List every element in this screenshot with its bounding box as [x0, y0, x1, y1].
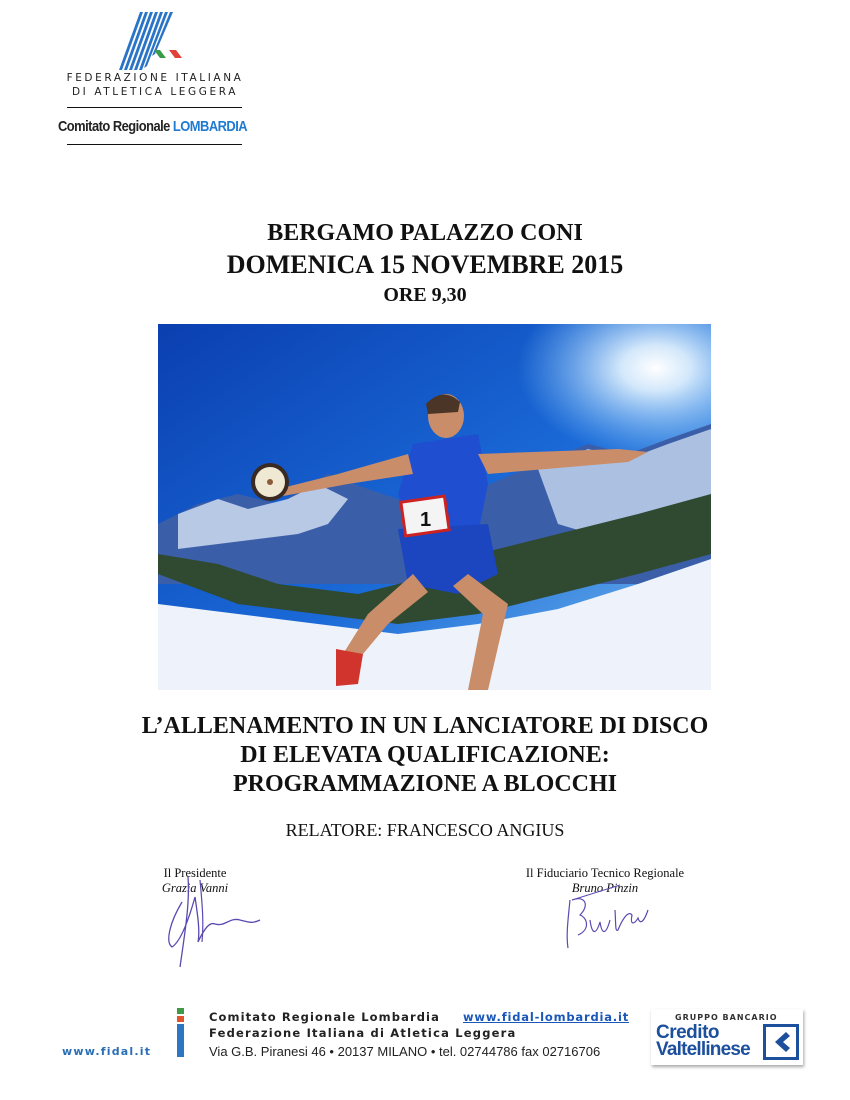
- president-role: Il Presidente: [163, 866, 227, 880]
- president-name: Grazia Vanni: [161, 881, 229, 895]
- event-time: ORE 9,30: [383, 284, 467, 306]
- footer-blue-bar-icon: [177, 1024, 184, 1057]
- federation-name-line1: FEDERAZIONE ITALIANA: [66, 72, 244, 84]
- lecture-title-line2: DI ELEVATA QUALIFICAZIONE:: [240, 742, 610, 768]
- lombardia-website-link[interactable]: www.fidal-lombardia.it: [463, 1010, 629, 1024]
- divider: [67, 107, 242, 108]
- technical-director-name: Bruno Pinzin: [571, 881, 639, 895]
- footer-federation: Federazione Italiana di Atletica Leggera: [209, 1026, 517, 1040]
- event-date: DOMENICA 15 NOVEMBRE 2015: [226, 250, 624, 279]
- discus-thrower-photo: [158, 324, 711, 690]
- footer-orange-block-icon: [177, 1016, 184, 1022]
- fidal-logo-icon: [112, 10, 192, 72]
- lecture-title-line3: PROGRAMMAZIONE A BLOCCHI: [232, 771, 618, 797]
- divider: [67, 144, 242, 145]
- committee-name: [58, 118, 248, 135]
- event-venue: BERGAMO PALAZZO CONI: [267, 220, 583, 246]
- fidal-website-link[interactable]: www.fidal.it: [62, 1045, 152, 1058]
- footer-address: Via G.B. Piranesi 46 • 20137 MILANO • tel. 02744786 fax 02716706: [209, 1044, 601, 1059]
- technical-director-role: Il Fiduciario Tecnico Regionale: [525, 866, 685, 880]
- sponsor-name-line1: Credito: [656, 1022, 719, 1043]
- committee-prefix: Comitato Regionale: [58, 118, 170, 135]
- speaker: RELATORE: FRANCESCO ANGIUS: [285, 820, 565, 840]
- sponsor-logo: [651, 1009, 803, 1065]
- footer-committee: Comitato Regionale Lombardia: [209, 1010, 440, 1024]
- lecture-title-line1: L’ALLENAMENTO IN UN LANCIATORE DI DISCO: [141, 713, 709, 739]
- president-signature-icon: [160, 872, 270, 972]
- checkmark-box-icon: [763, 1024, 799, 1060]
- federation-name-line2: DI ATLETICA LEGGERA: [72, 86, 238, 98]
- svg-text:1: 1: [420, 509, 432, 531]
- technical-director-signature-icon: [560, 880, 660, 955]
- sponsor-group-label: GRUPPO BANCARIO: [675, 1013, 778, 1022]
- sponsor-name-line2: Valtellinese: [656, 1039, 750, 1060]
- committee-region: LOMBARDIA: [172, 118, 248, 135]
- footer-green-block-icon: [177, 1008, 184, 1014]
